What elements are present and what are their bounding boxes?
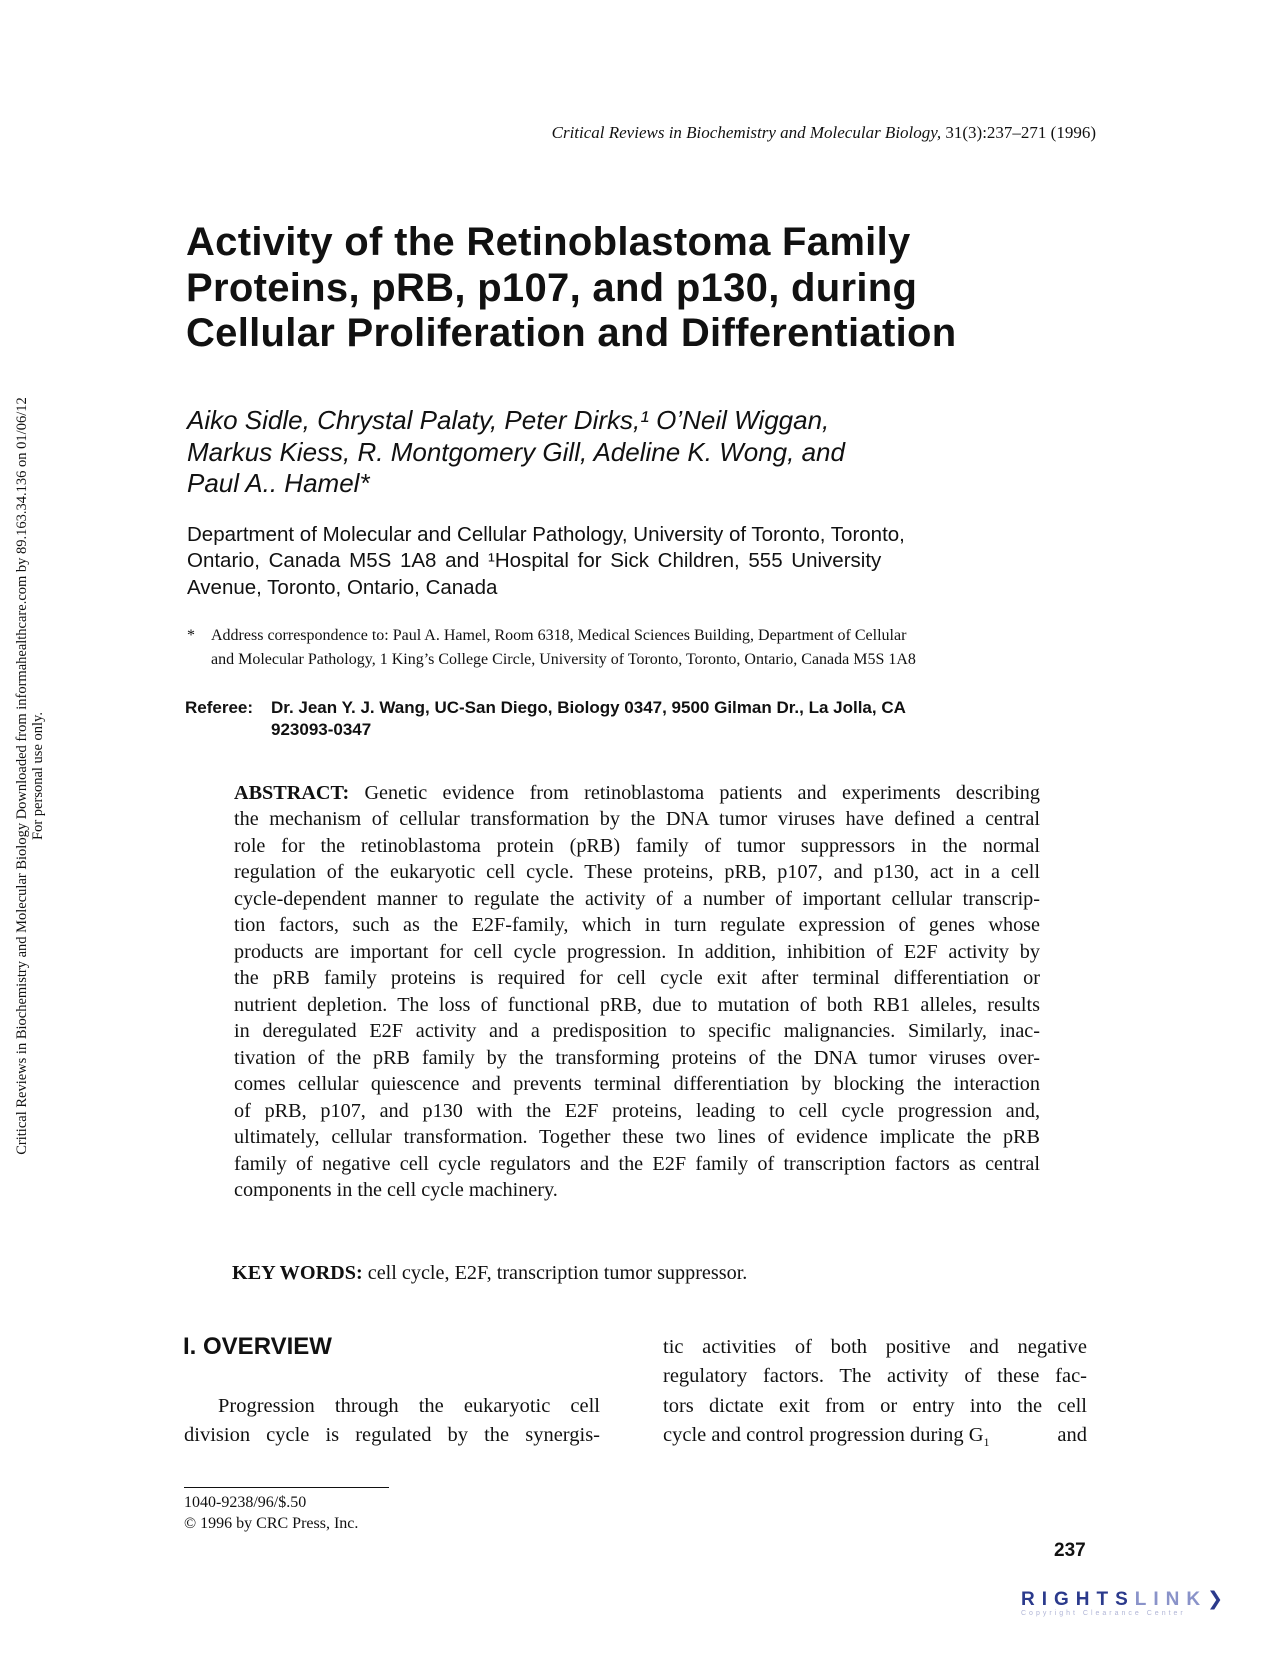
referee-line-1: Dr. Jean Y. J. Wang, UC-San Diego, Biology 0347, 9500 Gilman Dr., La Jolla, CA [271,698,906,717]
abstract-line: of pRB, p107, and p130 with the E2F proteins, leading to cell cycle progression and, [234,1100,1040,1122]
affiliation-line-2: Ontario, Canada M5S 1A8 and ¹Hospital for Sick Children, 555 University [187,549,882,572]
abstract-line: family of negative cell cycle regulators and the E2F family of transcription factors as central [234,1153,1040,1175]
abstract-line: cycle-dependent manner to regulate the activity of a number of important cellular transcrip- [234,888,1040,910]
abstract-line: regulation of the eukaryotic cell cycle. These proteins, pRB, p107, and p130, act in a cell [234,861,1040,883]
authors-line-2: Markus Kiess, R. Montgomery Gill, Adeline K. Wong, and [187,437,845,467]
abstract-line: the pRB family proteins is required for cell cycle exit after terminal differentiation or [234,967,1040,989]
journal-name: Critical Reviews in Biochemistry and Molecular Biology, [551,123,942,142]
abstract-line: tion factors, such as the E2F-family, which in turn regulate expression of genes whose [234,914,1040,936]
footnote-line-2: and Molecular Pathology, 1 King’s College Circle, University of Toronto, Toronto, Ontario, Canada M5S 1A8 [211,651,916,668]
body-left-line-2: division cycle is regulated by the synergis- [184,1424,600,1446]
abstract-line: comes cellular quiescence and prevents terminal differentiation by blocking the interaction [234,1073,1040,1095]
watermark-line-2: For personal use only. [30,712,46,840]
body-right-line-3: tors dictate exit from or entry into the cell [663,1395,1087,1417]
referee-label: Referee: [185,698,254,717]
authors-line-3: Paul A.. Hamel* [187,468,370,498]
copyright: © 1996 by CRC Press, Inc. [184,1515,359,1532]
journal-volume: 31(3):237–271 (1996) [941,123,1096,142]
issn-code: 1040-9238/96/$.50 [184,1494,307,1511]
page-number: 237 [1054,1540,1086,1561]
body-right-line-1: tic activities of both positive and negative [663,1336,1087,1358]
section-heading-overview: I. OVERVIEW [183,1333,332,1360]
abstract-line: role for the retinoblastoma protein (pRB) family of tumor suppressors in the normal [234,835,1040,857]
article-title-line-2: Proteins, pRB, p107, and p130, during [186,266,918,310]
affiliation-line-1: Department of Molecular and Cellular Pathology, University of Toronto, Toronto, [187,523,905,546]
article-title-line-1: Activity of the Retinoblastoma Family [186,220,911,264]
journal-citation [552,123,1096,143]
footnote-rule [184,1487,389,1488]
body-left-line-1: Progression through the eukaryotic cell [218,1395,600,1417]
abstract-line: the mechanism of cellular transformation by the DNA tumor viruses have defined a central [234,808,1040,830]
download-watermark [14,326,46,1226]
watermark-line-1: Critical Reviews in Biochemistry and Molecular Biology Downloaded from informahealthcare.com by 89.163.34.136 on 01/06/12 [14,397,30,1155]
chevron-icon: ❯ [1207,1589,1231,1610]
authors-line-1: Aiko Sidle, Chrystal Palaty, Peter Dirks,¹ O’Neil Wiggan, [187,405,830,435]
abstract-line: in deregulated E2F activity and a predisposition to specific malignancies. Similarly, inac- [234,1020,1040,1042]
abstract-label: ABSTRACT: [234,782,350,804]
abstract-line: nutrient depletion. The loss of functional pRB, due to mutation of both RB1 alleles, results [234,994,1040,1016]
keywords-label: KEY WORDS: [232,1262,363,1284]
abstract-line: components in the cell cycle machinery. [234,1179,558,1201]
abstract-line: ultimately, cellular transformation. Together these two lines of evidence implicate the pRB [234,1126,1040,1148]
keywords-text: cell cycle, E2F, transcription tumor suppressor. [362,1262,748,1284]
abstract-line: ABSTRACT: Genetic evidence from retinoblastoma patients and experiments describing [234,782,1040,804]
body-right-line-4: cycle and control progression during $G_1$ and [663,1424,1087,1450]
abstract-line: products are important for cell cycle progression. In addition, inhibition of E2F activity by [234,941,1040,963]
rightslink-logo: RIGHTSLINK❯ Copyright Clearance Center [1021,1589,1231,1617]
footnote-marker: * [187,627,195,644]
keywords [232,1262,747,1285]
abstract-line: tivation of the pRB family by the transforming proteins of the DNA tumor viruses over- [234,1047,1040,1069]
article-title-line-3: Cellular Proliferation and Differentiation [186,311,957,355]
body-right-line-2: regulatory factors. The activity of these fac- [663,1365,1087,1387]
referee-line-2: 923093-0347 [271,720,372,739]
affiliation-line-3: Avenue, Toronto, Ontario, Canada [187,576,498,599]
footnote-line-1: Address correspondence to: Paul A. Hamel, Room 6318, Medical Sciences Building, Department of Cellular [211,627,907,644]
